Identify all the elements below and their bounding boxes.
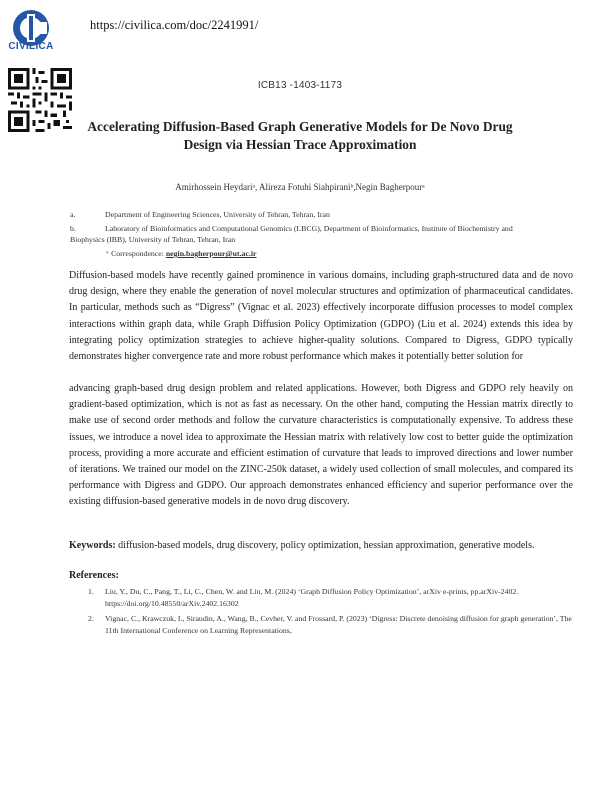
correspondence-email-link[interactable]: negin.bagherpour@ut.ac.ir bbox=[165, 249, 257, 258]
logo-text: CIVILICA bbox=[8, 41, 54, 52]
conference-id: ICB13 -1403-1173 bbox=[257, 80, 343, 91]
reference-item: Vignac, C., Krawczuk, I., Siraudin, A., Wang, B., Cevher, V. and Frossard, P. (2023) ‘Digress: Discrete denoising diffusion for graph generation’, The 11th International Conference on Learning Representations, bbox=[105, 614, 572, 636]
reference-number: 1. bbox=[88, 587, 94, 596]
correspondence bbox=[105, 248, 545, 259]
qr-code-icon bbox=[8, 68, 72, 132]
affiliation-text: Laboratory of Bioinformatics and Computational Genomics (LBCG), Department of Bioinformatics, Institute of Biochemistry and Biophysics (IBB), University of Tehran, Tehran, Iran bbox=[70, 224, 513, 244]
keywords-label: Keywords: bbox=[69, 540, 116, 551]
document-url[interactable]: https://civilica.com/doc/2241991/ bbox=[90, 18, 259, 32]
affiliation-text: Department of Engineering Sciences, University of Tehran, Tehran, Iran bbox=[105, 210, 330, 219]
title-line-2: Design via Hessian Trace Approximation bbox=[183, 137, 417, 152]
references-heading: References: bbox=[69, 570, 119, 581]
author-list: Amirhossein Heydariᵃ, Alireza Fotuhi Siahpiraniᵇ,Negin Bagherpourᵃ bbox=[175, 182, 425, 192]
affiliation-marker: a. bbox=[70, 210, 76, 219]
keywords-text: diffusion-based models, drug discovery, policy optimization, hessian approximation, generative models. bbox=[115, 540, 535, 551]
paper-title bbox=[70, 118, 530, 154]
title-line-1: Accelerating Diffusion-Based Graph Generative Models for De Novo Drug bbox=[87, 119, 513, 134]
reference-item: Liu, Y., Du, C., Pang, T., Li, C., Chen, W. and Lin, M. (2024) ‘Graph Diffusion Policy Optimization’, arXiv e-prints, pp.arXiv-2402. https://doi.org/10.48550/arXiv.2402.16302 bbox=[105, 587, 519, 609]
correspondence-label: ⁺ Correspondence: bbox=[105, 249, 166, 258]
reference-number: 2. bbox=[88, 614, 94, 623]
abstract-paragraph-2: advancing graph-based drug design problem and related applications. However, both Digress and GDPO rely heavily on gradient-based optimization, which is not as fast as necessary. On the other hand, computing the Hessian matrix directly to make use of second order methods and follow the curvature characteristics is computationally expensive. To address these issues, we introduce a novel idea to approximate the Hessian matrix with relatively low cost to better guide the optimization process, providing a more accurate and efficient estimation of curvature that leads to improved directions and lower number of iterations. We trained our model on the ZINC-250k dataset, a widely used collection of small molecules, and compared its performance with Digress and GDPO. Our approach demonstrates enhanced efficiency and superior performance over the existing diffusion-based generative models in de novo drug discovery. bbox=[69, 383, 573, 508]
affiliation-marker: b. bbox=[70, 224, 76, 233]
abstract-paragraph-1: Diffusion-based models have recently gained prominence in various domains, including graph-structured data and de novo drug design, where they enable the generation of novel molecular structures and optimization of pharmaceutical candidates. In particular, methods such as “Digress” (Vignac et al. 2023) effectively incorporate diffusion processes to model complex interactions within graph data, while Graph Diffusion Policy Optimization (GDPO) (Liu et al. 2024) extends this idea by integrating policy optimization strategies to achieve higher-quality solutions. Compared to Digress, GDPO typically demonstrates higher convergence rate and more robust performance which makes it potentially better solution for bbox=[69, 270, 573, 363]
keywords bbox=[69, 538, 573, 554]
